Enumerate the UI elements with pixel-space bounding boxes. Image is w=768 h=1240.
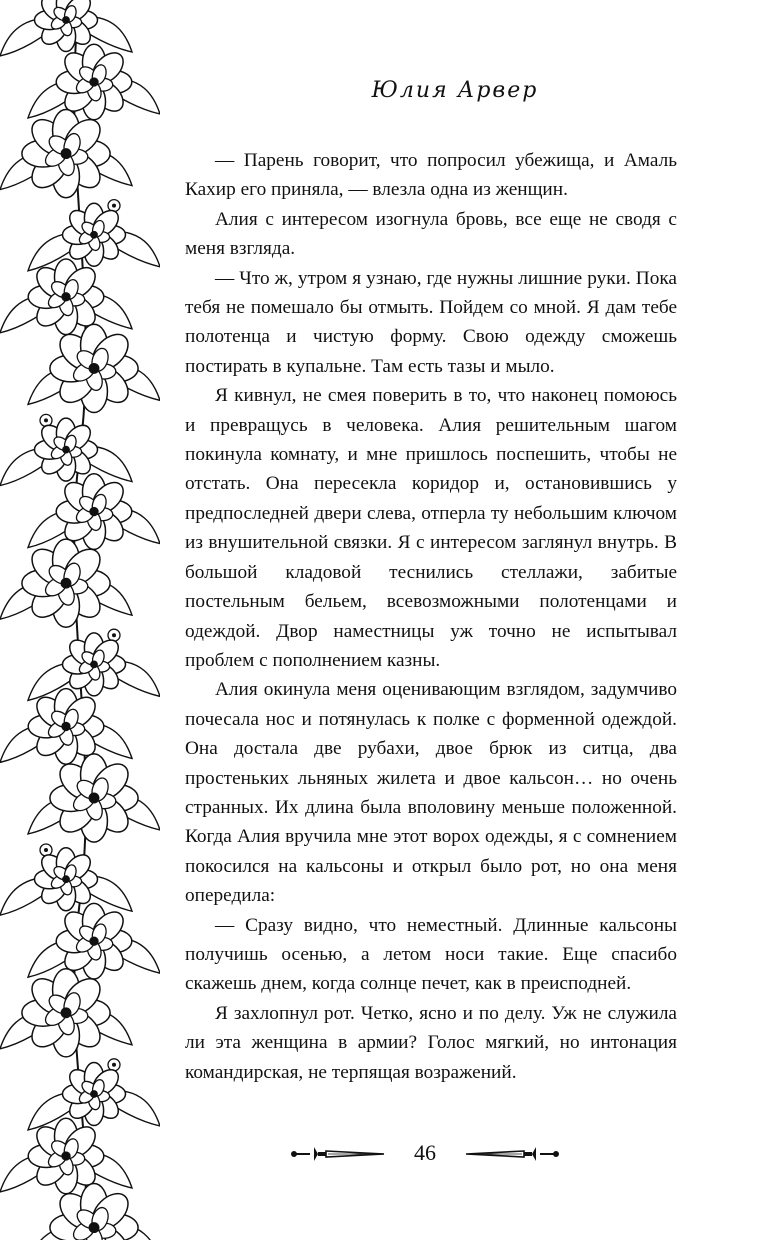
paragraph: Я кивнул, не смея поверить в то, что наконец помоюсь и превращусь в человека. Алия решительным шагом покинула комнату, и мне пришлось поспешить, чтобы не отстать. Она пересекла коридор и, остановившись у предпоследней двери слева, отперла ту небольшим ключом из внушительной связки. Я с интересом заглянул внутрь. В большой кладовой теснились стеллажи, забитые постельным бельем, всевозможными полотенцами и одеждой. Двор наместницы уж точно не испытывал проблем с пополнением казны. (185, 385, 677, 671)
paragraph: — Что ж, утром я узнаю, где нужны лишние руки. Пока тебя не помешало бы отмыть. Пойдем со мной. Я дам тебе полотенца и чистую форму. Свою одежду сможешь постирать в купальне. Там есть тазы и мыло. (185, 267, 677, 377)
paragraph: — Парень говорит, что попросил убежища, и Амаль Кахир его приняла, — влезла одна из женщин. (185, 150, 677, 201)
flower-icon (28, 324, 160, 426)
flower-icon (0, 969, 132, 1071)
flower-icon (0, 539, 132, 641)
running-header (185, 78, 725, 103)
paragraph: Алия с интересом изогнула бровь, все еще не сводя с меня взгляда. (185, 208, 677, 260)
paragraph: Я захлопнул рот. Четко, ясно и по делу. Уж не служила ли эта женщина в армии? Голос мягкий, но интонация командирская, не терпящая возражений. (185, 1002, 677, 1083)
page-footer (290, 1134, 560, 1174)
author-name: Юлия Арвер (371, 78, 539, 103)
floral-border-icon (0, 0, 160, 1240)
flower-icon (28, 754, 160, 856)
page-number: 46 (414, 1140, 436, 1165)
sword-ornament-icon (460, 1144, 560, 1164)
paragraph: — Сразу видно, что неместный. Длинные кальсоны получишь осенью, а летом носи такие. Еще спасибо скажешь днем, когда солнце печет, как в преисподней. (185, 914, 677, 995)
body-text (185, 146, 677, 1087)
paragraph: Алия окинула меня оценивающим взглядом, задумчиво почесала нос и потянулась к полке с форменной одеждой. Она достала две рубахи, двое брюк из ситца, два простеньких льняных жилета и двое кальсон… но очень странных. Их длина была вполовину меньше положенной. Когда Алия вручила мне этот ворох одежды, я с сомнением покосился на кальсоны и открыл было рот, но она меня опередила: (185, 679, 677, 907)
sword-ornament-icon (290, 1144, 390, 1164)
flower-icon (28, 1184, 160, 1240)
floral-border (0, 0, 160, 1240)
flower-icon (0, 110, 132, 212)
